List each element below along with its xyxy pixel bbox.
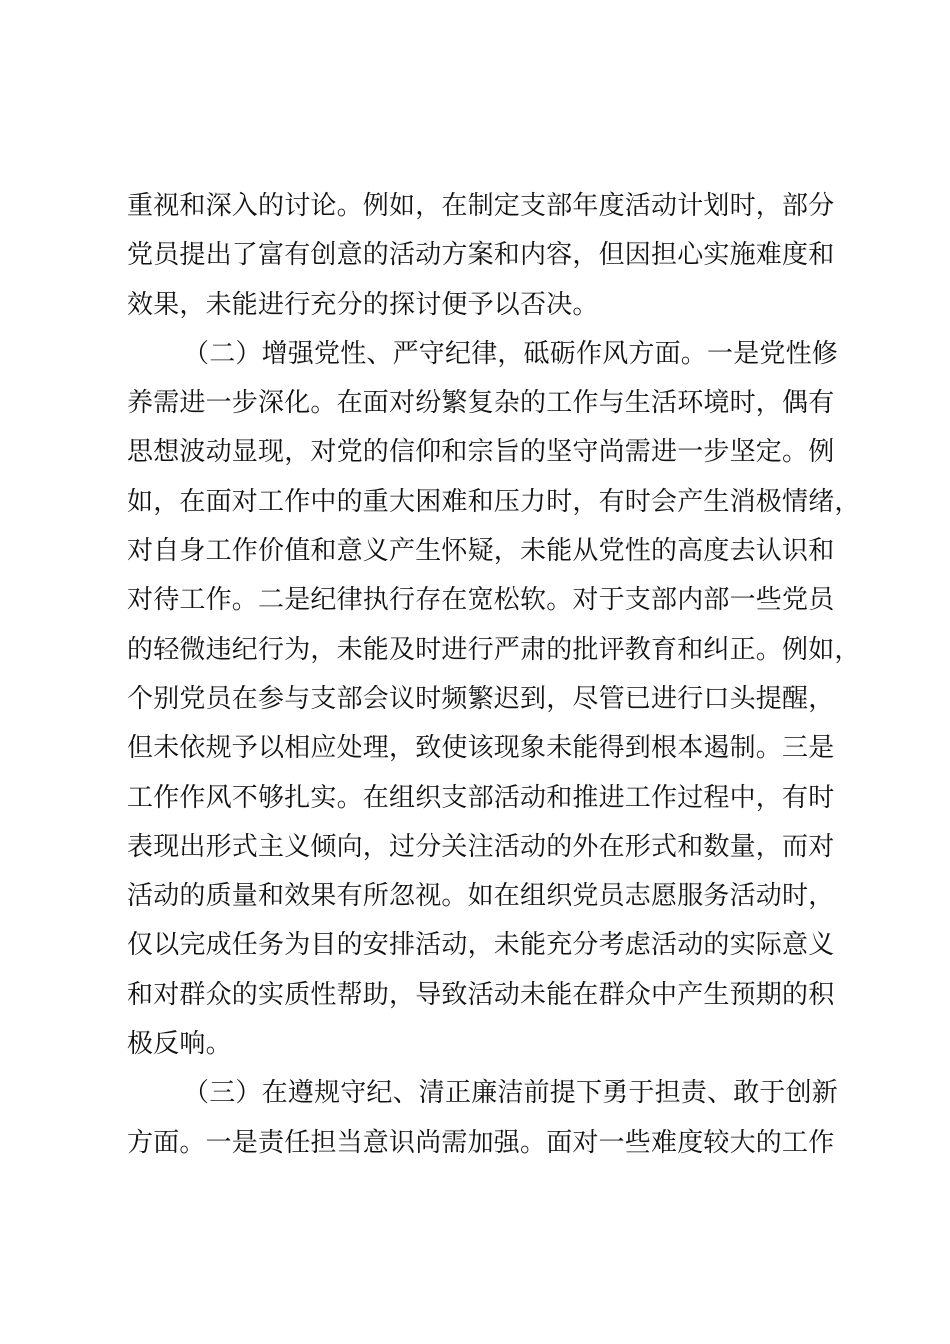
section-heading-line: （三）在遵规守纪、清正廉洁前提下勇于担责、敢于创新 [183,1078,839,1109]
text-line: 效果，未能进行充分的探讨便予以否决。 [127,289,599,320]
text-line: 个别党员在参与支部会议时频繁迟到，尽管已进行口头提醒， [127,683,835,714]
text-line: 如，在面对工作中的重大困难和压力时，有时会产生消极情绪， [127,486,861,517]
text-line: 养需进一步深化。在面对纷繁复杂的工作与生活环境时，偶有 [127,388,835,419]
body-text [127,182,861,1168]
text-line: 对待工作。二是纪律执行存在宽松软。对于支部内部一些党员 [127,585,835,616]
text-line: 表现出形式主义倾向，过分关注活动的外在形式和数量，而对 [127,831,835,862]
text-line: 重视和深入的讨论。例如，在制定支部年度活动计划时，部分 [127,191,835,221]
text-line: 的轻微违纪行为，未能及时进行严肃的批评教育和纠正。例如， [127,634,861,665]
text-line: 仅以完成任务为目的安排活动，未能充分考虑活动的实际意义 [127,930,835,961]
text-line: 对自身工作价值和意义产生怀疑，未能从党性的高度去认识和 [127,536,835,567]
text-line: 但未依规予以相应处理，致使该现象未能得到根本遏制。三是 [127,733,835,764]
text-line: 和对群众的实质性帮助，导致活动未能在群众中产生预期的积 [127,979,835,1010]
text-line: 极反响。 [127,1029,232,1060]
text-line: 活动的质量和效果有所忽视。如在组织党员志愿服务活动时， [127,881,835,912]
section-heading-line: （二）增强党性、严守纪律，砥砺作风方面。一是党性修 [183,338,839,369]
text-line: 党员提出了富有创意的活动方案和内容，但因担心实施难度和 [127,240,835,271]
text-line: 思想波动显现，对党的信仰和宗旨的坚守尚需进一步坚定。例 [127,437,835,468]
text-line: 工作作风不够扎实。在组织支部活动和推进工作过程中，有时 [127,782,835,813]
text-line: 方面。一是责任担当意识尚需加强。面对一些难度较大的工作 [127,1127,835,1158]
